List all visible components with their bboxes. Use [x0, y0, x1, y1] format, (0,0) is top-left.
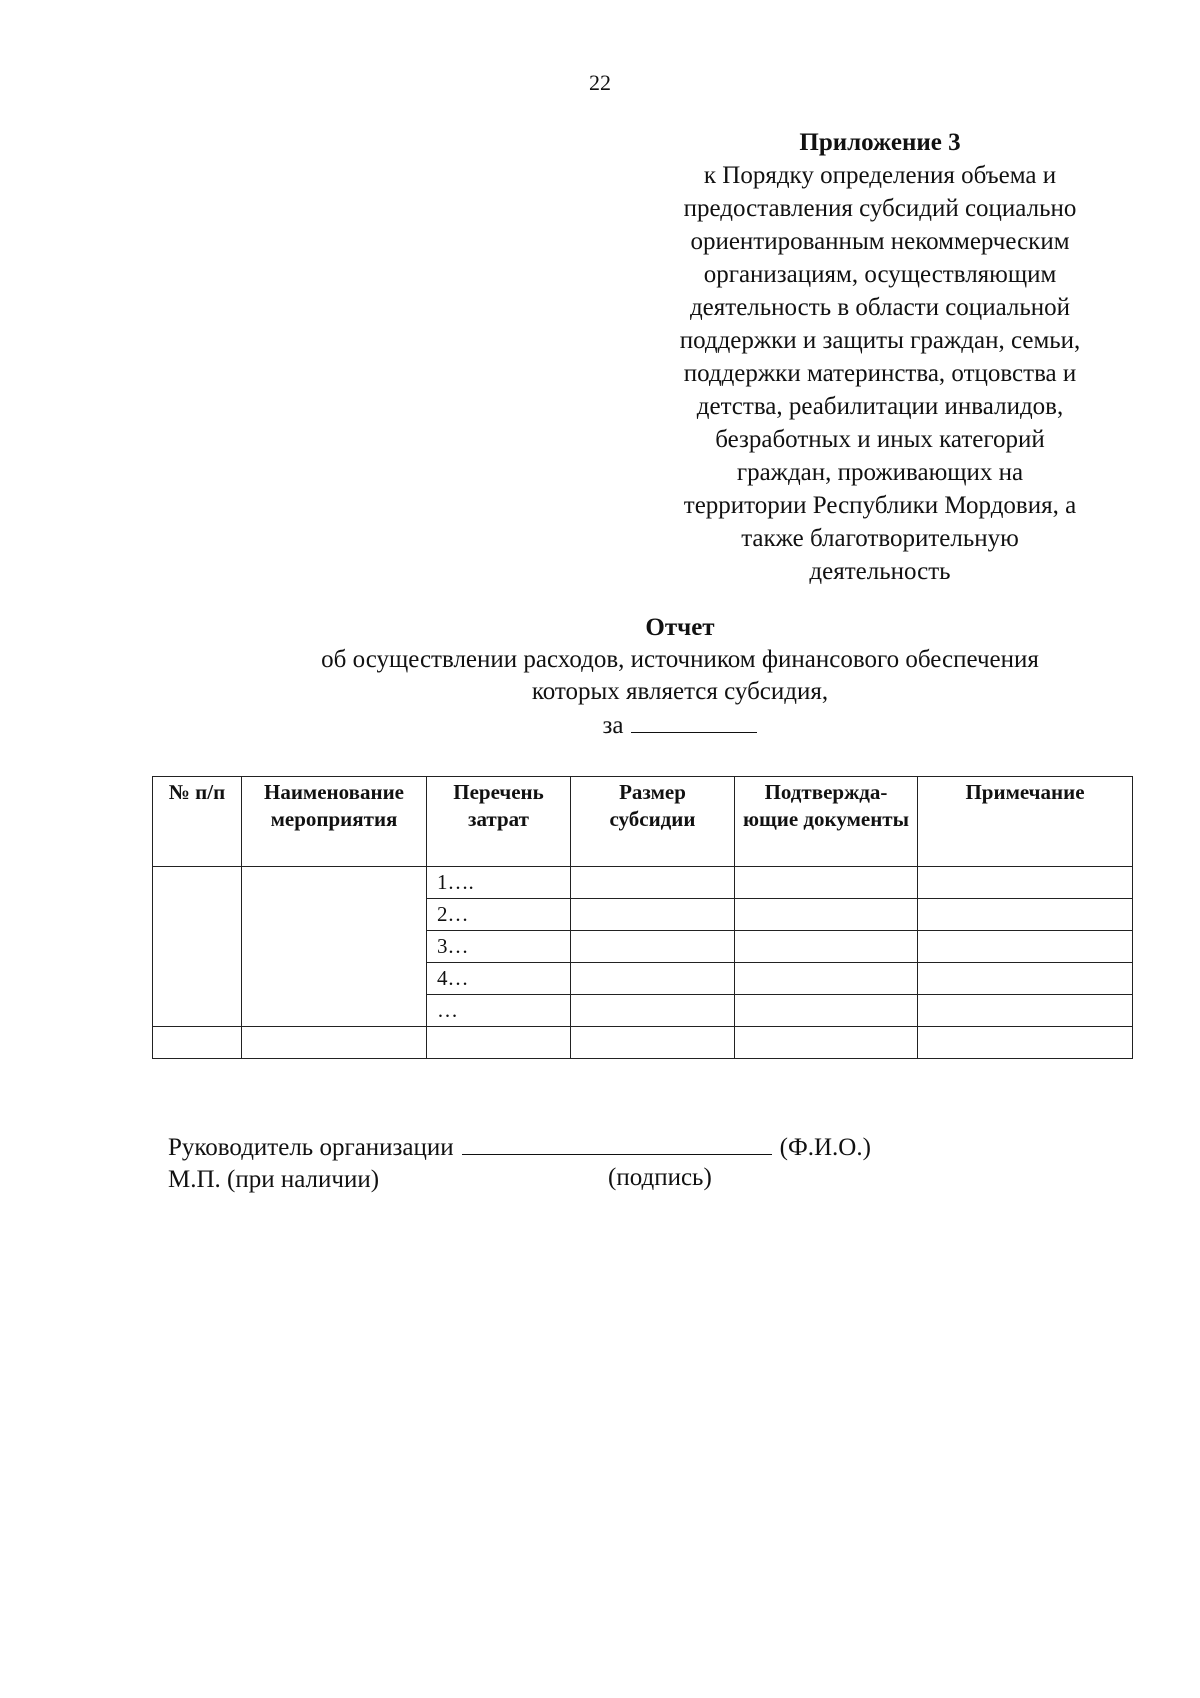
cell-note	[918, 867, 1133, 899]
cell-subsidy	[571, 867, 735, 899]
cell-subsidy	[571, 995, 735, 1027]
report-title: Отчет	[645, 614, 715, 641]
signature-block	[168, 1130, 1068, 1196]
signature-blank	[462, 1130, 772, 1155]
cell-note	[918, 931, 1133, 963]
appendix-line: поддержки материнства, отцовства и	[683, 360, 1077, 387]
table-row	[153, 1027, 1133, 1059]
appendix-line: детства, реабилитации инвалидов,	[696, 393, 1064, 420]
cell-documents	[735, 995, 918, 1027]
cell-subsidy	[571, 931, 735, 963]
cell-cost-item: 4…	[427, 963, 571, 995]
cell-cost-item	[427, 1027, 571, 1059]
header-number: № п/п	[153, 777, 242, 867]
cell-note	[918, 899, 1133, 931]
cell-event-name	[242, 1027, 427, 1059]
appendix-line: безработных и иных категорий	[715, 426, 1045, 453]
appendix-line: поддержки и защиты граждан, семьи,	[679, 327, 1081, 354]
report-period	[180, 708, 1180, 742]
header-subsidy-amount: Размер субсидии	[571, 777, 735, 867]
report-period-label: за	[602, 712, 624, 739]
cell-documents	[735, 1027, 918, 1059]
appendix-line: к Порядку определения объема и	[703, 162, 1057, 189]
cell-documents	[735, 963, 918, 995]
cell-cost-item: 2…	[427, 899, 571, 931]
appendix-line: ориентированным некоммерческим	[690, 228, 1070, 255]
cell-number	[153, 867, 242, 1027]
cell-subsidy	[571, 899, 735, 931]
cell-note	[918, 963, 1133, 995]
stamp-label: М.П. (при наличии)	[168, 1166, 380, 1193]
appendix-block	[640, 126, 1120, 588]
appendix-line: также благотворительную	[741, 525, 1019, 552]
cell-note	[918, 1027, 1133, 1059]
cell-note	[918, 995, 1133, 1027]
appendix-line: организациям, осуществляющим	[703, 261, 1057, 288]
header-supporting-documents: Подтвержда-ющие документы	[735, 777, 918, 867]
appendix-line: деятельность в области социальной	[689, 294, 1071, 321]
cell-documents	[735, 867, 918, 899]
appendix-line: предоставления субсидий социально	[683, 195, 1077, 222]
table-row	[153, 867, 1133, 899]
cell-subsidy	[571, 1027, 735, 1059]
signature-hint: (подпись)	[608, 1164, 712, 1191]
cell-cost-item: …	[427, 995, 571, 1027]
signature-row	[168, 1130, 1068, 1164]
table-header-row	[153, 777, 1133, 867]
cell-documents	[735, 931, 918, 963]
header-cost-list: Перечень затрат	[427, 777, 571, 867]
report-heading	[180, 612, 1180, 742]
cell-number	[153, 1027, 242, 1059]
cell-event-name	[242, 867, 427, 1027]
name-hint: (Ф.И.О.)	[779, 1134, 871, 1161]
header-note: Примечание	[918, 777, 1133, 867]
appendix-title: Приложение 3	[799, 129, 961, 156]
page-number: 22	[589, 70, 611, 95]
cell-documents	[735, 899, 918, 931]
header-event-name: Наименование мероприятия	[242, 777, 427, 867]
report-subtitle-line-2: которых является субсидия,	[531, 678, 829, 705]
appendix-line: территории Республики Мордовия, а	[683, 492, 1077, 519]
head-label: Руководитель организации	[168, 1134, 454, 1161]
report-subtitle-line-1: об осуществлении расходов, источником финансового обеспечения	[321, 646, 1039, 673]
appendix-line: деятельность	[809, 558, 951, 585]
report-table	[152, 776, 1133, 1059]
cell-cost-item: 3…	[427, 931, 571, 963]
report-period-blank	[631, 708, 757, 733]
appendix-line: граждан, проживающих на	[736, 459, 1024, 486]
cell-cost-item: 1….	[427, 867, 571, 899]
cell-subsidy	[571, 963, 735, 995]
